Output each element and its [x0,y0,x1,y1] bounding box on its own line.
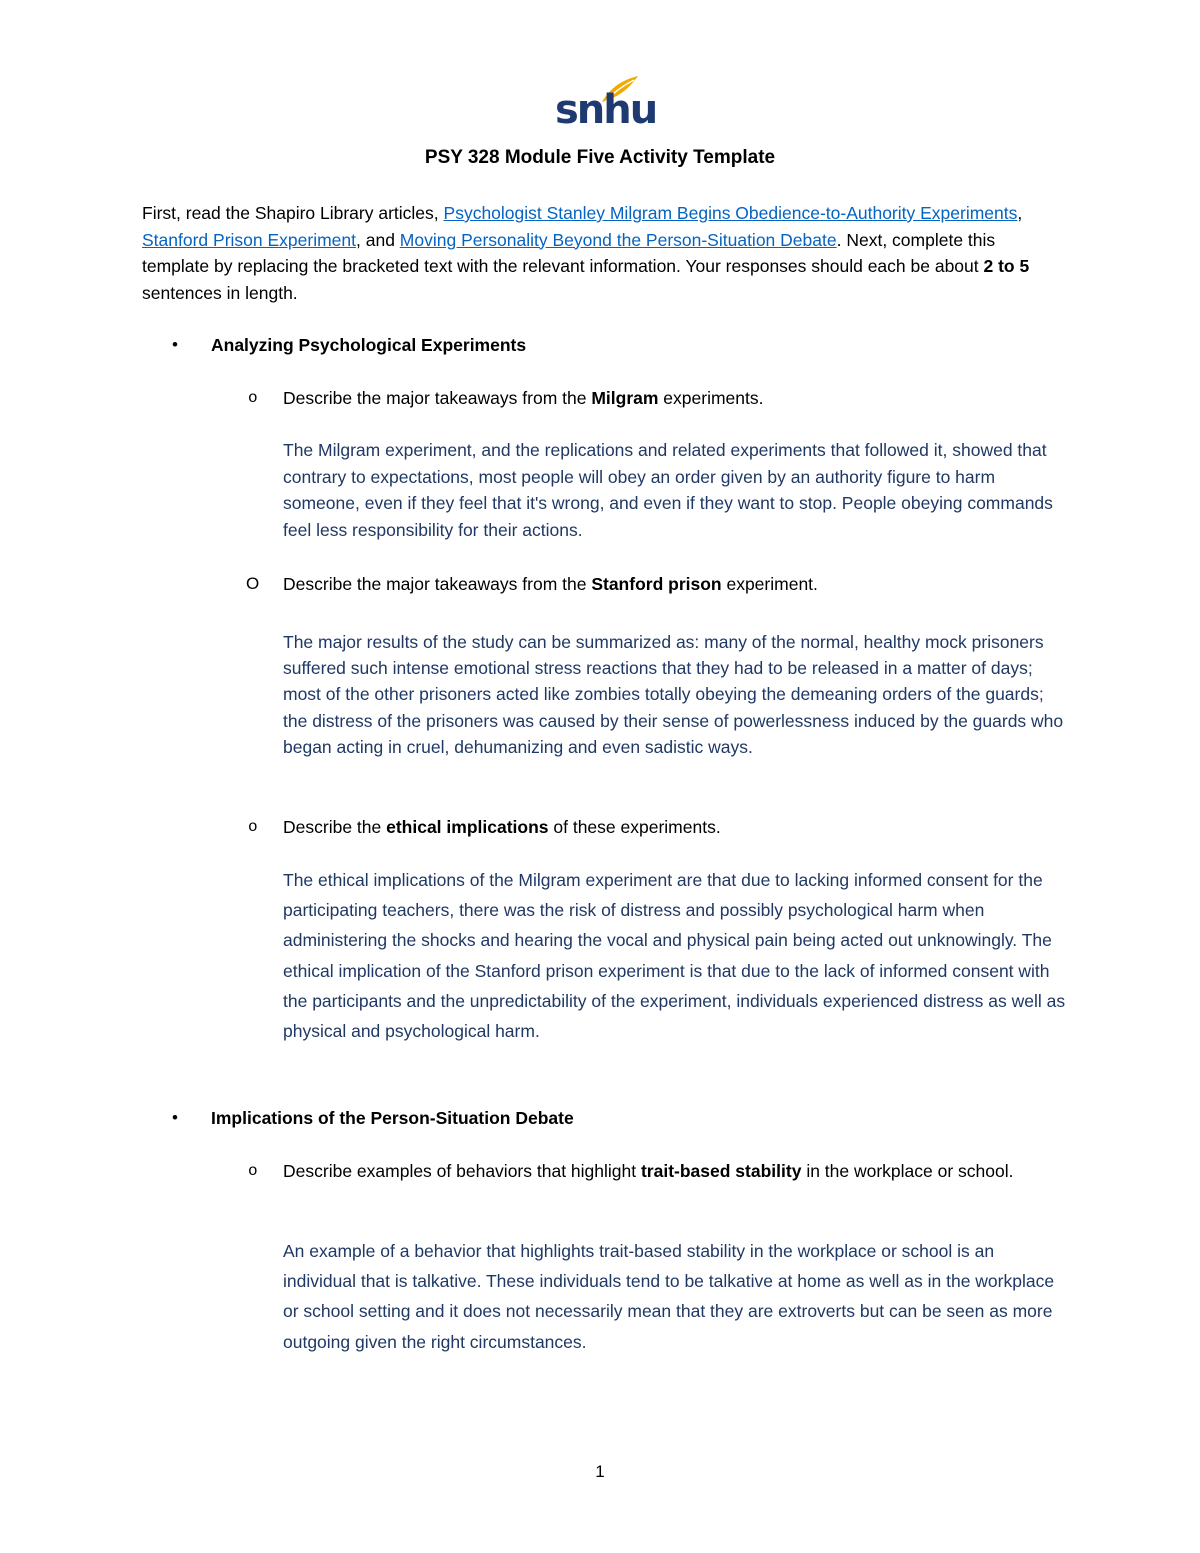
link-person-situation-article[interactable]: Moving Personality Beyond the Person-Situation Debate [399,229,837,250]
intro-suffix: sentences in length. [142,282,298,303]
document-title: PSY 328 Module Five Activity Template [424,147,776,168]
sentence-range: 2 to 5 [983,256,1030,276]
section-heading-analyzing: Analyzing Psychological Experiments [211,335,527,355]
question-text: experiments. [658,388,764,408]
question-emphasis: Stanford prison [591,574,722,594]
sub-bullet-icon: O [246,574,260,593]
intro-paragraph [142,200,1062,306]
intro-instructions: Next, complete this template by replacing the bracketed text with the relevant information. Your responses should each be about [142,229,996,276]
question-stanford [283,571,1063,597]
question-emphasis: trait-based stability [640,1161,802,1181]
answer-milgram: The Milgram experiment, and the replications and related experiments that followed it, showed that contrary to expectations, most people will obey an order given by an authority figure to harm someone, even if they feel that it's wrong, and even if they want to stop. People obeying commands feel less responsibility for their actions. [283,440,1053,540]
intro-separator: , and [356,229,400,250]
question-emphasis: ethical implications [386,817,549,837]
question-trait-stability [283,1158,1053,1184]
question-text: experiment. [721,574,818,594]
question-ethics [283,814,1063,840]
link-milgram-article[interactable]: Psychologist Stanley Milgram Begins Obedience-to-Authority Experiments [443,203,1018,223]
question-text: Describe the [283,817,387,837]
question-text: Describe the major takeaways from the [283,388,592,408]
answer-ethics: The ethical implications of the Milgram experiment are that due to lacking informed consent for the participating teachers, there was the risk of distress and possibly psychological harm when administering the shocks and hearing the vocal and physical pain being acted out unknowingly. The ethical implication of the Stanford prison experiment is that due to the lack of informed consent with the participants and the unpredictability of the experiment, individuals experienced distress as well as physical and psychological harm. [283,870,1066,1042]
intro-separator: , [1017,203,1023,223]
answer-trait-stability: An example of a behavior that highlights trait-based stability in the workplace or school is an individual that is talkative. These individuals tend to be talkative at home as well as in the workplace or school setting and it does not necessarily mean that they are extroverts but can be seen as more outgoing given the right circumstances. [283,1241,1055,1352]
question-milgram [283,385,1063,411]
section-heading-person-situation: Implications of the Person-Situation Debate [211,1108,574,1128]
question-emphasis: Milgram [591,388,659,408]
intro-prefix: First, read the Shapiro Library articles, [142,203,444,223]
intro-separator: . [836,229,842,250]
sub-bullet-icon: o [248,818,258,836]
bullet-icon: • [172,1108,178,1127]
snhu-logo: snhu [555,87,657,133]
question-text: Describe examples of behaviors that highlight [283,1161,641,1181]
sub-bullet-icon: o [248,1162,258,1180]
question-text: in the workplace or school. [801,1161,1014,1181]
link-stanford-article[interactable]: Stanford Prison Experiment [142,229,356,250]
sub-bullet-icon: o [248,389,258,407]
answer-stanford: The major results of the study can be summarized as: many of the normal, healthy mock prisoners suffered such intense emotional stress reactions that they had to be released in a matter of days; most of the other prisoners acted like zombies totally obeying the demeaning orders of the guards; the distress of the prisoners was caused by their sense of powerlessness induced by the guards who began acting in cruel, dehumanizing and even sadistic ways. [283,632,1064,757]
question-text: Describe the major takeaways from the [283,574,592,594]
question-text: of these experiments. [548,817,721,837]
bullet-icon: • [172,335,178,354]
page-number: 1 [595,1462,605,1481]
